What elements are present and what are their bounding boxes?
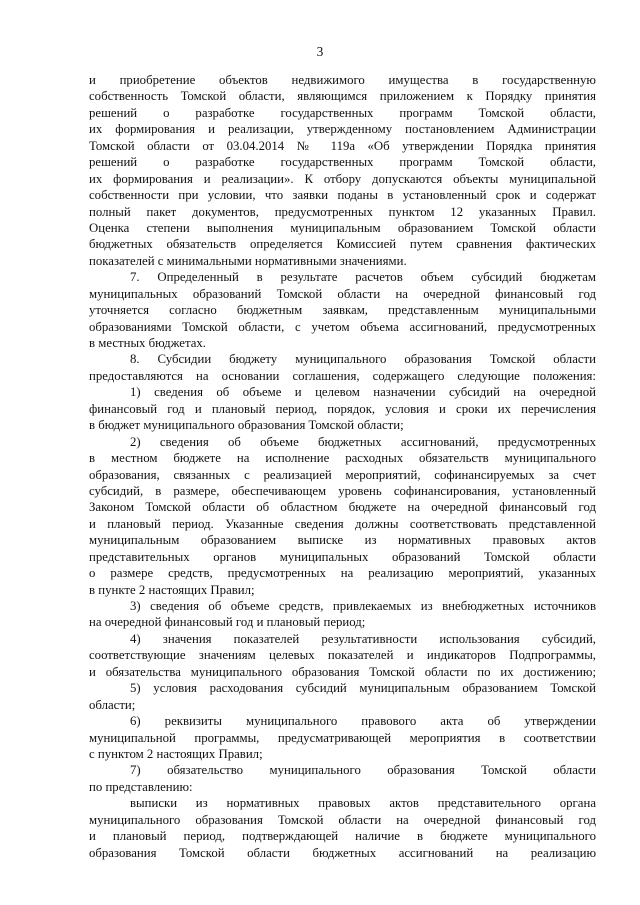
text-line: собственности при условии, что заявки поданы в установленный срок и содержат	[89, 188, 596, 203]
text-line: с пунктом 2 настоящих Правил;	[89, 746, 263, 761]
text-line: муниципальной программы, предусматривающей мероприятия в соответствии	[89, 730, 596, 745]
text-line: решений о разработке государственных программ Томской области,	[89, 105, 596, 120]
text-line: муниципальным образованием выписке из нормативных правовых актов	[89, 533, 596, 548]
text-line: Законом Томской области об областном бюджете на очередной финансовый год	[89, 500, 596, 515]
text-line: решений о разработке государственных программ Томской области,	[89, 155, 596, 170]
text-line: муниципального образования Томской области на очередной финансовый год	[89, 812, 596, 827]
text-line: по представлению:	[89, 779, 193, 794]
text-line: и приобретение объектов недвижимого имущества в государственную	[89, 73, 596, 87]
text-line: в бюджет муниципального образования Томской области;	[89, 418, 404, 433]
text-line: субсидий, в размере, обеспечивающем уровень софинансирования, установленный	[89, 483, 596, 498]
text-line: представительных органов муниципальных образований Томской области	[89, 549, 596, 564]
text-line: в местных бюджетах.	[89, 336, 206, 350]
text-line: выписки из нормативных правовых актов представительного органа	[130, 796, 596, 811]
text-line: 2) сведения об объеме бюджетных ассигнований, предусмотренных	[130, 434, 596, 449]
page-number: 3	[316, 44, 324, 59]
text-line: 6) реквизиты муниципального правового акта об утверждении	[130, 714, 596, 729]
text-line: муниципальных образований Томской области на очередной финансовый год	[89, 286, 596, 301]
text-line: 7) обязательство муниципального образования Томской области	[130, 763, 596, 778]
text-line: 5) условия расходования субсидий муниципальным образованием Томской	[130, 681, 596, 696]
text-line: показателей с минимальными нормативными значениями.	[89, 253, 407, 268]
text-line: бюджетных обязательств определяется Комиссией путем сравнения фактических	[89, 237, 596, 252]
text-line: их формирования и реализации, утвержденному постановлением Администрации	[89, 122, 596, 137]
text-line: Томской области от 03.04.2014 № 119а «Об утверждении Порядка принятия	[89, 138, 596, 153]
text-line: собственность Томской области, являющимся приложением к Порядку принятия	[89, 89, 596, 104]
text-line: 7. Определенный в результате расчетов объем субсидий бюджетам	[130, 270, 596, 285]
text-line: их формирования и реализации». К отбору допускаются объекты муниципальной	[89, 171, 596, 186]
text-line: Оценка степени выполнения муниципальным образованием Томской области	[89, 220, 596, 235]
text-line: и плановый период. Указанные сведения должны соответствовать представленной	[89, 516, 596, 531]
text-line: образованиями Томской области, с учетом объема ассигнований, предусмотренных	[89, 319, 596, 334]
text-line: 8. Субсидии бюджету муниципального образования Томской области	[130, 352, 596, 367]
text-line: в пункте 2 настоящих Правил;	[89, 582, 255, 597]
text-line: 4) значения показателей результативности использования субсидий,	[130, 631, 596, 646]
text-line: и обязательства муниципального образования Томской области по их достижению;	[89, 664, 596, 679]
document-body	[89, 72, 596, 861]
text-line: финансовый год и плановый период, порядок, условия и сроки их перечисления	[89, 401, 596, 416]
text-line: предоставляются на основании соглашения, содержащего следующие положения:	[89, 368, 596, 383]
text-line: 1) сведения об объеме и целевом назначении субсидий на очередной	[130, 385, 596, 400]
text-line: полный пакет документов, предусмотренных пунктом 12 указанных Правил.	[89, 204, 596, 219]
text-line: и плановый период, подтверждающей наличие в бюджете муниципального	[89, 829, 596, 844]
text-line: соответствующие значениям целевых показателей и индикаторов Подпрограммы,	[89, 648, 596, 663]
text-line: 3) сведения об объеме средств, привлекаемых из внебюджетных источников	[130, 599, 596, 613]
text-line: в местном бюджете на исполнение расходных обязательств муниципального	[89, 451, 596, 466]
text-line: уточняется согласно бюджетным заявкам, представленным муниципальными	[89, 303, 596, 318]
text-line: области;	[89, 697, 136, 712]
text-line: образования Томской области бюджетных ассигнований на реализацию	[89, 845, 596, 860]
text-line: образования, связанных с реализацией мероприятий, софинансируемых за счет	[89, 467, 596, 482]
text-line: на очередной финансовый год и плановый период;	[89, 615, 366, 630]
text-line: о размере средств, предусмотренных на реализацию мероприятий, указанных	[89, 566, 596, 581]
